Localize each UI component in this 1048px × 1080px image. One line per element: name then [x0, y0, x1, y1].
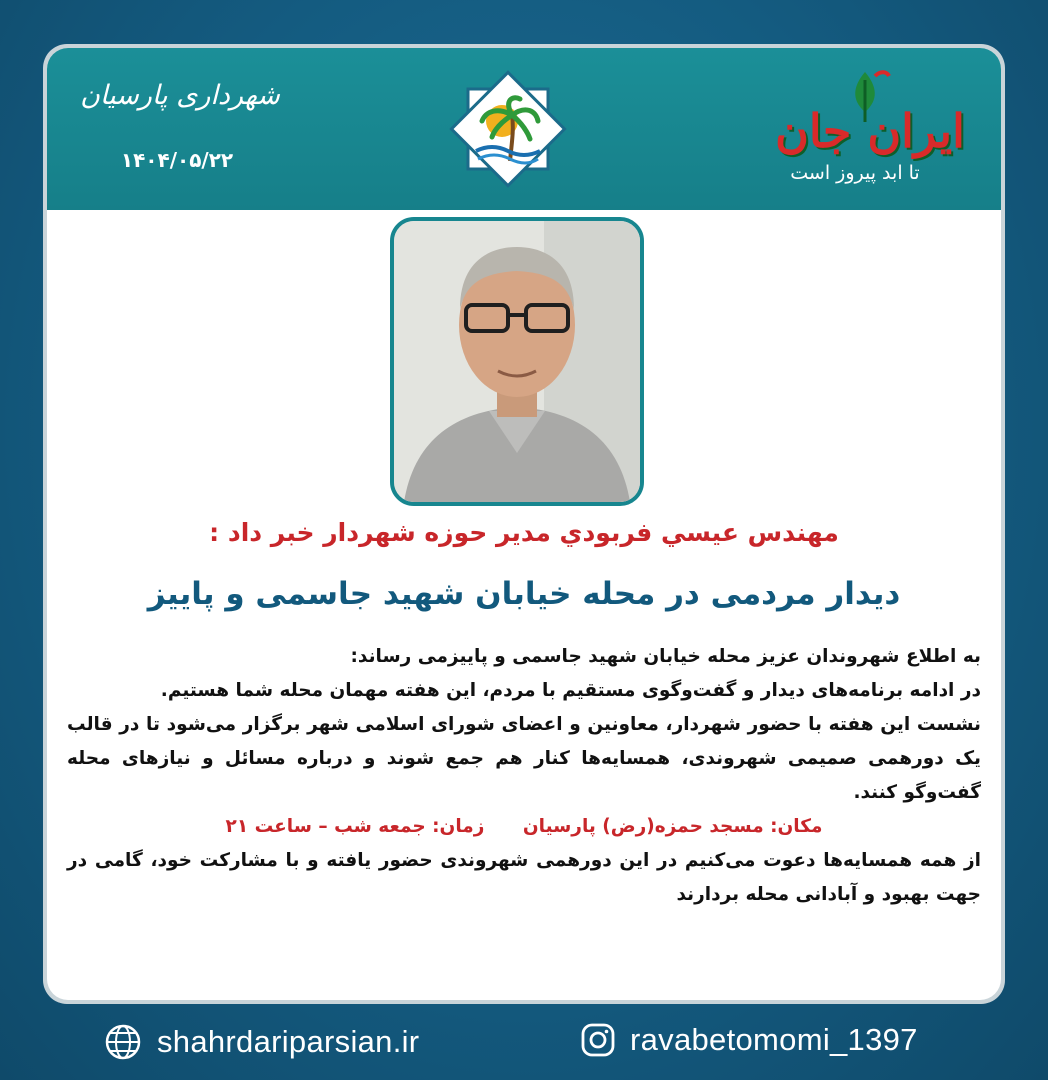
paragraph-invitation: از همه همسایه‌ها دعوت می‌کنیم در این دورهمی شهروندی حضور یافته و با مشارکت خود، گامی در جهت بهبود و آبادانی محله بردارند [67, 850, 981, 905]
article-body [67, 640, 981, 912]
post-date: ۱۴۰۴/۰۵/۲۲ [120, 148, 234, 172]
portrait-image [394, 221, 640, 502]
event-time: زمان: جمعه شب – ساعت ۲۱ [225, 816, 485, 837]
headline-source: مهندس عيسي فربودي مدير حوزه شهردار خبر داد : [209, 518, 839, 547]
logo-title: ایران جان [775, 104, 965, 158]
paragraph-intro: به اطلاع شهروندان عزیز محله خیابان شهید جاسمی و پاییزمی رساند: [350, 646, 981, 667]
news-card [43, 44, 1005, 1004]
footer [0, 1016, 1048, 1066]
event-details [67, 810, 981, 844]
website-url: shahrdariparsian.ir [157, 1024, 420, 1059]
paragraph-program: در ادامه برنامه‌های دیدار و گفت‌وگوی مستقیم با مردم، این هفته مهمان محله شما هستیم. [160, 680, 981, 701]
instagram-link[interactable] [580, 1022, 918, 1058]
headline-title: ديدار مردمی در محله خیابان شهید جاسمی و پاییز [147, 576, 901, 612]
event-location: مکان: مسجد حمزه(رض) پارسیان [522, 816, 823, 837]
paragraph-session: نشست این هفته با حضور شهردار، معاونین و اعضای شورای اسلامی شهر برگزار می‌شود تا در قالب یک دورهمی صمیمی شهروندی، همسایه‌ها کنار هم جمع شوند و درباره مسائل و نیازهای محله گفت‌وگو کنند. [67, 714, 981, 803]
logo-slogan: تا ابد پیروز است [790, 162, 920, 184]
iran-jan-logo [735, 66, 971, 198]
instagram-icon [580, 1022, 616, 1058]
news-card-inner [47, 48, 1001, 1000]
speaker-photo [390, 217, 644, 506]
header-bar [47, 48, 1001, 210]
instagram-handle: ravabetomomi_1397 [630, 1022, 918, 1057]
org-name: شهرداری پارسیان [80, 80, 280, 111]
website-link[interactable] [103, 1022, 419, 1062]
municipality-emblem-icon [449, 70, 567, 188]
globe-icon [103, 1022, 143, 1062]
